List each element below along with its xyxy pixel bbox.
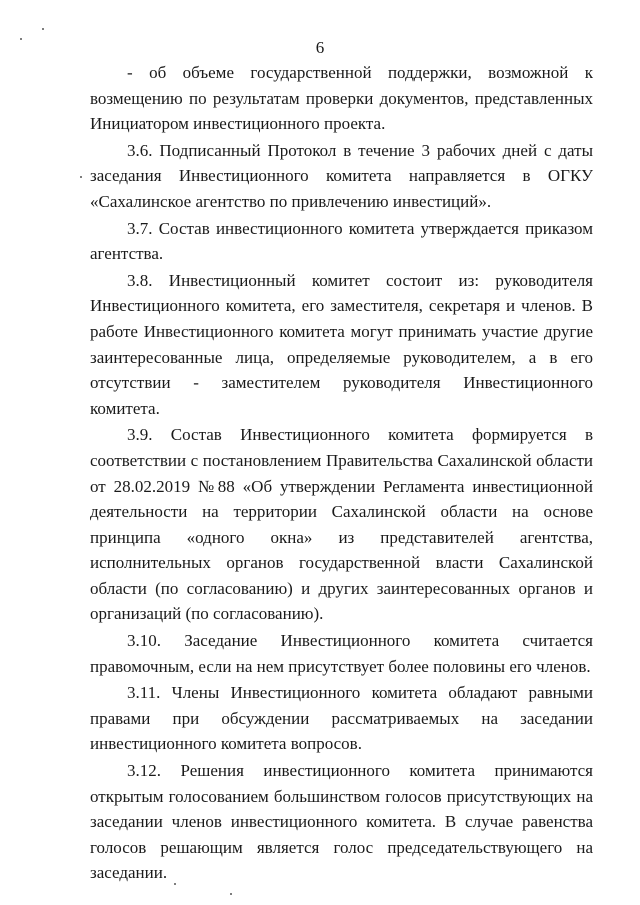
paragraph-3-11: 3.11. Члены Инвестиционного комитета обладают равными правами при обсуждении рассматриваемых на заседании инвестиционного комитета вопросов. xyxy=(90,683,593,754)
scan-speck xyxy=(20,38,22,40)
scan-speck xyxy=(42,28,44,30)
paragraph-3-6: 3.6. Подписанный Протокол в течение 3 рабочих дней с даты заседания Инвестиционного комитета направляется в ОГКУ «Сахалинское агентство по привлечению инвестиций». xyxy=(90,140,593,211)
paragraph-state-support: - об объеме государственной поддержки, возможной к возмещению по результатам проверки документов, представленных Инициатором инвестиционного проекта. xyxy=(90,63,593,134)
scan-speck xyxy=(230,893,232,895)
paragraph-3-10: 3.10. Заседание Инвестиционного комитета считается правомочным, если на нем присутствует более половины его членов. xyxy=(90,631,593,676)
paragraph-3-12: 3.12. Решения инвестиционного комитета принимаются открытым голосованием большинством голосов присутствующих на заседании членов инвестиционного комитета. В случае равенства голосов решающим является голос председательствующего на заседании. xyxy=(90,761,593,883)
paragraph-3-9: 3.9. Состав Инвестиционного комитета формируется в соответствии с постановлением Правительства Сахалинской области от 28.02.2019 №88 «Об утверждении Регламента инвестиционной деятельности на территории Сахалинской области на основе принципа «одного окна» из представителей агентства, исполнительных органов государственной власти Сахалинской области (по согласованию) и других заинтересованных органов и организаций (по согласованию). xyxy=(90,425,593,624)
page-number: 6 xyxy=(315,38,325,57)
document-body xyxy=(90,60,593,886)
scan-speck xyxy=(80,176,82,178)
scan-speck xyxy=(174,883,176,885)
paragraph-3-8: 3.8. Инвестиционный комитет состоит из: руководителя Инвестиционного комитета, его заместителя, секретаря и членов. В работе Инвестиционного комитета могут принимать участие другие заинтересованные лица, определяемые руководителем, а в его отсутствии - заместителем руководителя Инвестиционного комитета. xyxy=(90,270,593,418)
paragraph-3-7: 3.7. Состав инвестиционного комитета утверждается приказом агентства. xyxy=(90,218,593,264)
